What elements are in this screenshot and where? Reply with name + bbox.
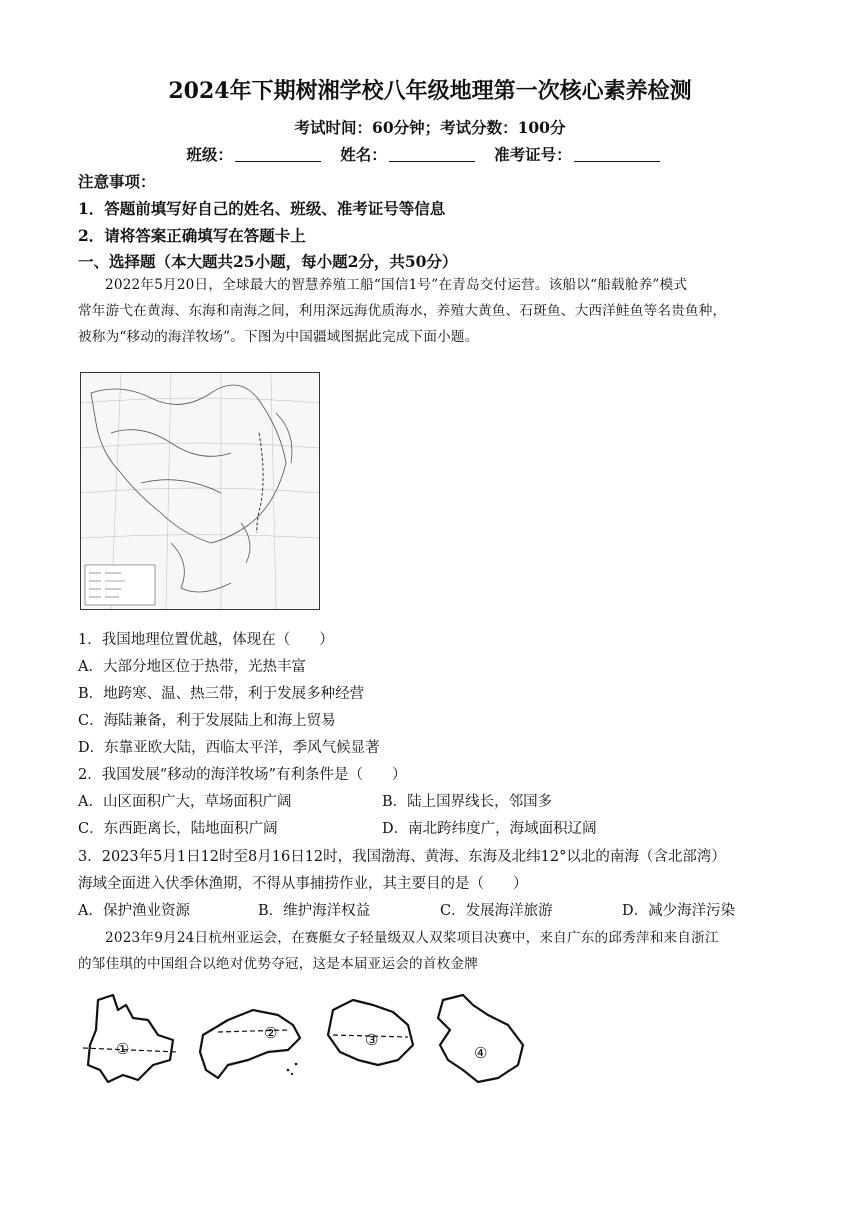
q1-stem: 1．我国地理位置优越，体现在（ ） xyxy=(78,632,334,648)
q2-option-b[interactable]: B．陆上国界线长，邻国多 xyxy=(382,794,553,810)
passage-1 xyxy=(78,272,788,350)
passage-1-line-1: 2022年5月20日，全球最大的智慧养殖工船“国信1号”在青岛交付运营。该船以“船载舱养”模式 xyxy=(105,277,688,293)
q2-option-d[interactable]: D．南北跨纬度广，海域面积辽阔 xyxy=(382,821,597,837)
q1-option-b[interactable]: B．地跨寒、温、热三带，利于发展多种经营 xyxy=(78,686,365,702)
q2-stem: 2．我国发展“移动的海洋牧场”有利条件是（ ） xyxy=(78,767,407,783)
q2-option-a[interactable]: A．山区面积广大，草场面积广阔 xyxy=(78,794,292,810)
province-outlines xyxy=(78,990,538,1090)
q3-option-a[interactable]: A．保护渔业资源 xyxy=(78,903,190,919)
passage-2 xyxy=(78,925,788,977)
province-outline-2 xyxy=(200,1010,300,1078)
q3-stem-line-2: 海域全面进入伏季休渔期，不得从事捕捞作业，其主要目的是（ ） xyxy=(78,876,528,892)
passage-2-line-1: 2023年9月24日杭州亚运会，在赛艇女子轻量级双人双桨项目决赛中，来自广东的邱秀萍和来自浙江 xyxy=(105,930,719,946)
china-territory-map xyxy=(80,372,320,610)
student-info-fields xyxy=(0,143,860,165)
province-label-3: ③ xyxy=(365,1031,379,1049)
province-label-1: ① xyxy=(116,1040,130,1058)
class-blank[interactable] xyxy=(235,147,321,162)
id-blank[interactable] xyxy=(574,147,660,162)
id-label: 准考证号： xyxy=(494,145,572,164)
province-label-4: ④ xyxy=(474,1044,488,1062)
province-label-2: ② xyxy=(264,1024,278,1042)
name-blank[interactable] xyxy=(389,147,475,162)
q1-option-c[interactable]: C．海陆兼备，利于发展陆上和海上贸易 xyxy=(78,713,336,729)
exam-title: 2024年下期树湘学校八年级地理第一次核心素养检测 xyxy=(168,78,692,104)
notes-item-2: 2．请将答案正确填写在答题卡上 xyxy=(78,226,306,245)
q3-option-c[interactable]: C．发展海洋旅游 xyxy=(440,903,553,919)
q1-option-d[interactable]: D．东靠亚欧大陆，西临太平洋，季风气候显著 xyxy=(78,740,380,756)
q3-stem-line-1: 3．2023年5月1日12时至8月16日12时，我国渤海、黄海、东海及北纬12°以北的南海（含北部湾） xyxy=(78,849,726,865)
class-label: 班级： xyxy=(186,145,233,164)
q3-option-d[interactable]: D．减少海洋污染 xyxy=(622,903,736,919)
passage-1-line-3: 被称为“移动的海洋牧场”。下图为中国疆域图据此完成下面小题。 xyxy=(78,329,479,345)
exam-info: 考试时间：60分钟；考试分数：100分 xyxy=(294,118,566,137)
q2-option-c[interactable]: C．东西距离长，陆地面积广阔 xyxy=(78,821,278,837)
section-heading: 一、选择题（本大题共25小题，每小题2分，共50分） xyxy=(78,252,458,271)
province-outline-1 xyxy=(88,995,173,1082)
province-outline-4 xyxy=(438,995,523,1082)
notes-heading: 注意事项： xyxy=(78,172,156,191)
passage-1-line-2: 常年游弋在黄海、东海和南海之间，利用深远海优质海水，养殖大黄鱼、石斑鱼、大西洋鲑鱼等名贵鱼种， xyxy=(78,303,727,319)
map-image xyxy=(81,373,319,609)
name-label: 姓名： xyxy=(340,145,387,164)
notes-item-1: 1．答题前填写好自己的姓名、班级、准考证号等信息 xyxy=(78,199,446,218)
q1-option-a[interactable]: A．大部分地区位于热带，光热丰富 xyxy=(78,659,306,675)
q3-option-b[interactable]: B．维护海洋权益 xyxy=(258,903,371,919)
passage-2-line-2: 的邹佳琪的中国组合以绝对优势夺冠，这是本届亚运会的首枚金牌 xyxy=(78,956,479,972)
